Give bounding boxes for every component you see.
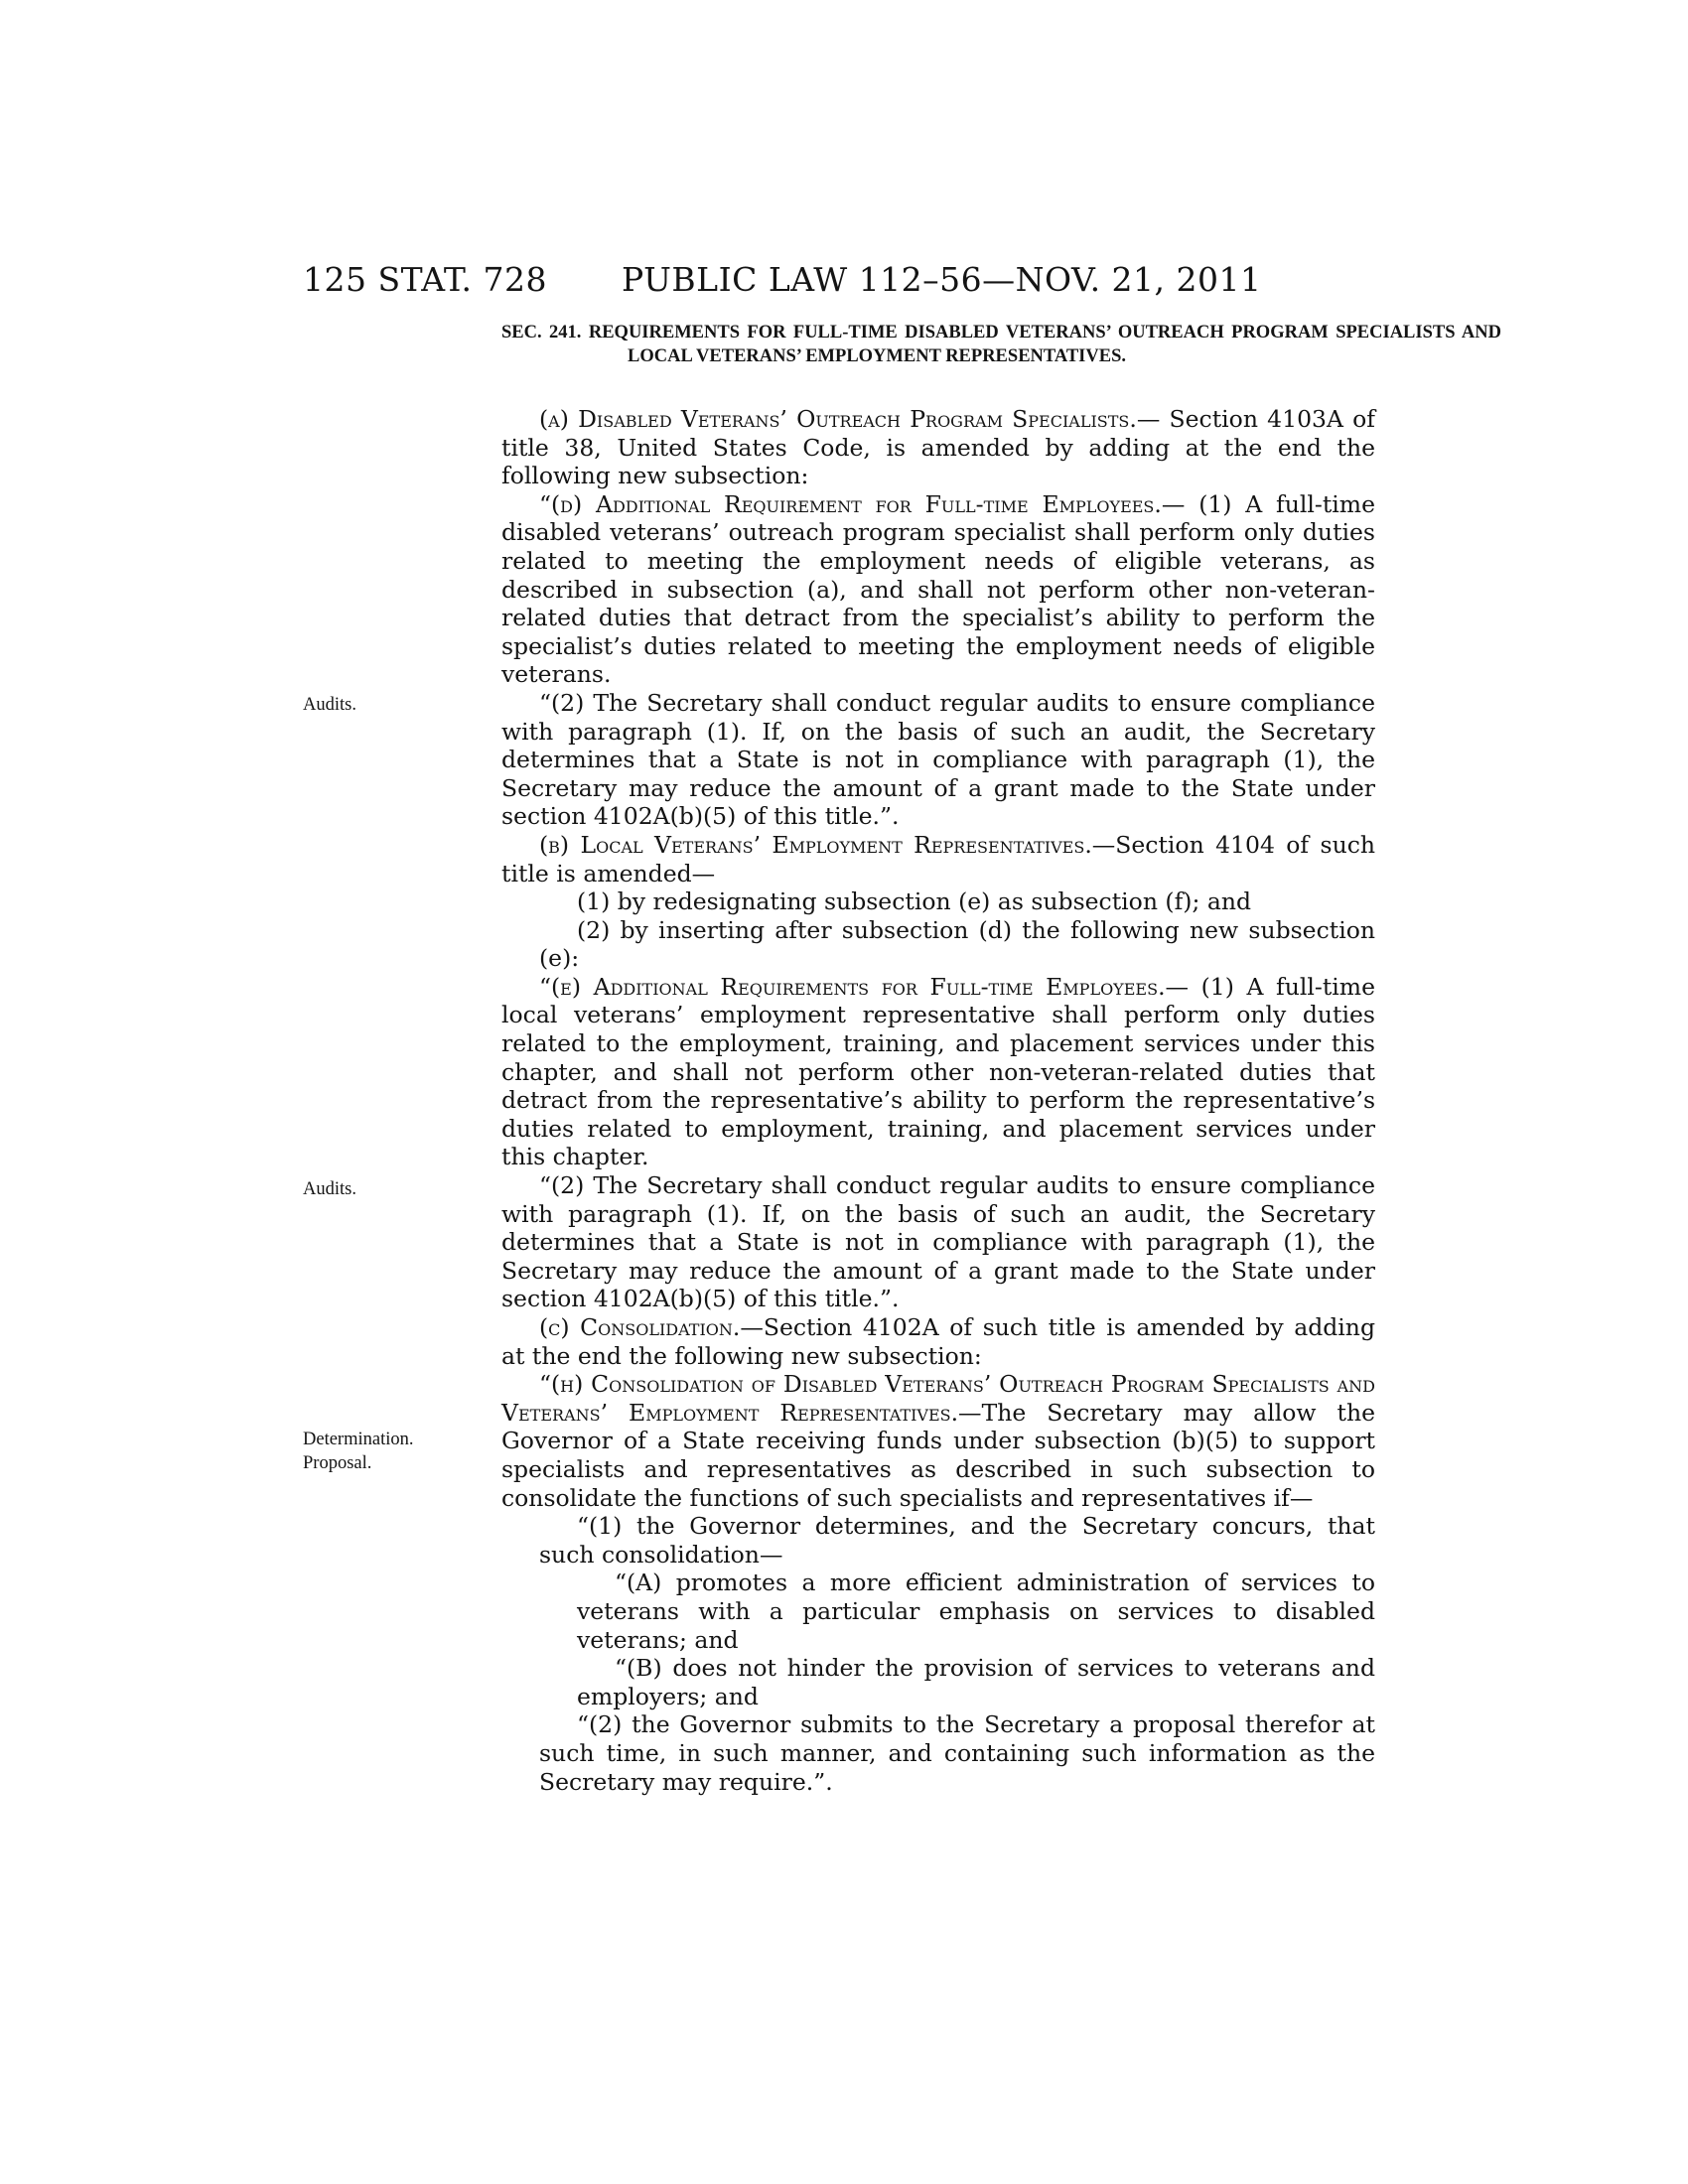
stat-citation: 125 STAT. 728	[303, 260, 547, 299]
paragraph-a-heading: (a) Disabled Veterans’ Outreach Program Specialists.—	[539, 405, 1161, 433]
paragraph-h-1-b: “(B) does not hinder the provision of services to veterans and employers; and	[577, 1654, 1375, 1710]
margin-note-audits-2: Audits.	[303, 1179, 356, 1199]
paragraph-b-body: Section 4104 of such title is amended—	[501, 830, 1375, 887]
body-text	[501, 405, 1375, 1796]
paragraph-c	[501, 1313, 1375, 1370]
paragraph-a-body: Section 4103A of title 38, United States Code, is amended by adding at the end the following new subsection:	[501, 405, 1375, 490]
paragraph-h-1: “(1) the Governor determines, and the Secretary concurs, that such consolidation—	[539, 1512, 1375, 1569]
law-title: PUBLIC LAW 112–56—NOV. 21, 2011	[622, 260, 1262, 299]
paragraph-b-heading: (b) Local Veterans’ Employment Representatives.—	[539, 830, 1116, 859]
paragraph-h-body: The Secretary may allow the Governor of a State receiving funds under subsection (b)(5) to support specialists and representatives as described in such subsection to consolidate the functions of such specialists and representatives if—	[501, 1398, 1375, 1512]
paragraph-h-1-a: “(A) promotes a more efficient administration of services to veterans with a particular emphasis on services to disabled veterans; and	[577, 1569, 1375, 1654]
paragraph-e	[501, 973, 1375, 1171]
margin-note-proposal: Proposal.	[303, 1453, 372, 1473]
paragraph-c-heading: (c) Consolidation.—	[539, 1313, 764, 1341]
paragraph-a	[501, 405, 1375, 490]
paragraph-d-2: “(2) The Secretary shall conduct regular audits to ensure compliance with paragraph (1). If, on the basis of such an audit, the Secretary determines that a State is not in compliance with paragraph (1), the Secretary may reduce the amount of a grant made to the State under section 4102A(b)(5) of this title.”.	[501, 688, 1375, 831]
section-heading: SEC. 241. REQUIREMENTS FOR FULL-TIME DISABLED VETERANS’ OUTREACH PROGRAM SPECIALISTS AND LOCAL VETERANS’ EMPLOYMENT REPRESENTATIVES.	[501, 323, 1501, 366]
margin-note-determination: Determination.	[303, 1430, 414, 1449]
paragraph-c-body: Section 4102A of such title is amended by adding at the end the following new subsection:	[501, 1313, 1375, 1370]
paragraph-e-1: (1) A full-time local veterans’ employment representative shall perform only duties related to the employment, training, and placement services under this chapter, and shall not perform other non-veteran-related duties that detract from the representative’s ability to perform the representative’s duties related to employment, training, and placement services under this chapter.	[501, 972, 1375, 1171]
paragraph-b-1: (1) by redesignating subsection (e) as subsection (f); and	[577, 887, 1252, 916]
paragraph-h-heading: “(h) Consolidation of Disabled Veterans’ Outreach Program Specialists and Veterans’ Employment Representatives.—	[501, 1370, 1375, 1427]
paragraph-d-heading: “(d) Additional Requirement for Full-time Employees.—	[539, 489, 1186, 518]
paragraph-h	[501, 1370, 1375, 1512]
paragraph-d-1: (1) A full-time disabled veterans’ outreach program specialist shall perform only duties related to meeting the employment needs of eligible veterans, as described in subsection (a), and shall not perform other non-veteran-related duties that detract from the specialist’s ability to perform the specialist’s duties related to meeting the employment needs of eligible veterans.	[501, 489, 1375, 689]
margin-note-audits-1: Audits.	[303, 695, 356, 715]
paragraph-b	[501, 831, 1375, 887]
paragraph-e-2: “(2) The Secretary shall conduct regular audits to ensure compliance with paragraph (1). If, on the basis of such an audit, the Secretary determines that a State is not in compliance with paragraph (1), the Secretary may reduce the amount of a grant made to the State under section 4102A(b)(5) of this title.”.	[501, 1171, 1375, 1313]
paragraph-e-heading: “(e) Additional Requirements for Full-time Employees.—	[539, 972, 1190, 1001]
paragraph-d	[501, 490, 1375, 689]
paragraph-b-2: (2) by inserting after subsection (d) the following new subsection (e):	[539, 915, 1375, 973]
paragraph-h-2: “(2) the Governor submits to the Secretary a proposal therefor at such time, in such manner, and containing such information as the Secretary may require.”.	[539, 1710, 1375, 1796]
